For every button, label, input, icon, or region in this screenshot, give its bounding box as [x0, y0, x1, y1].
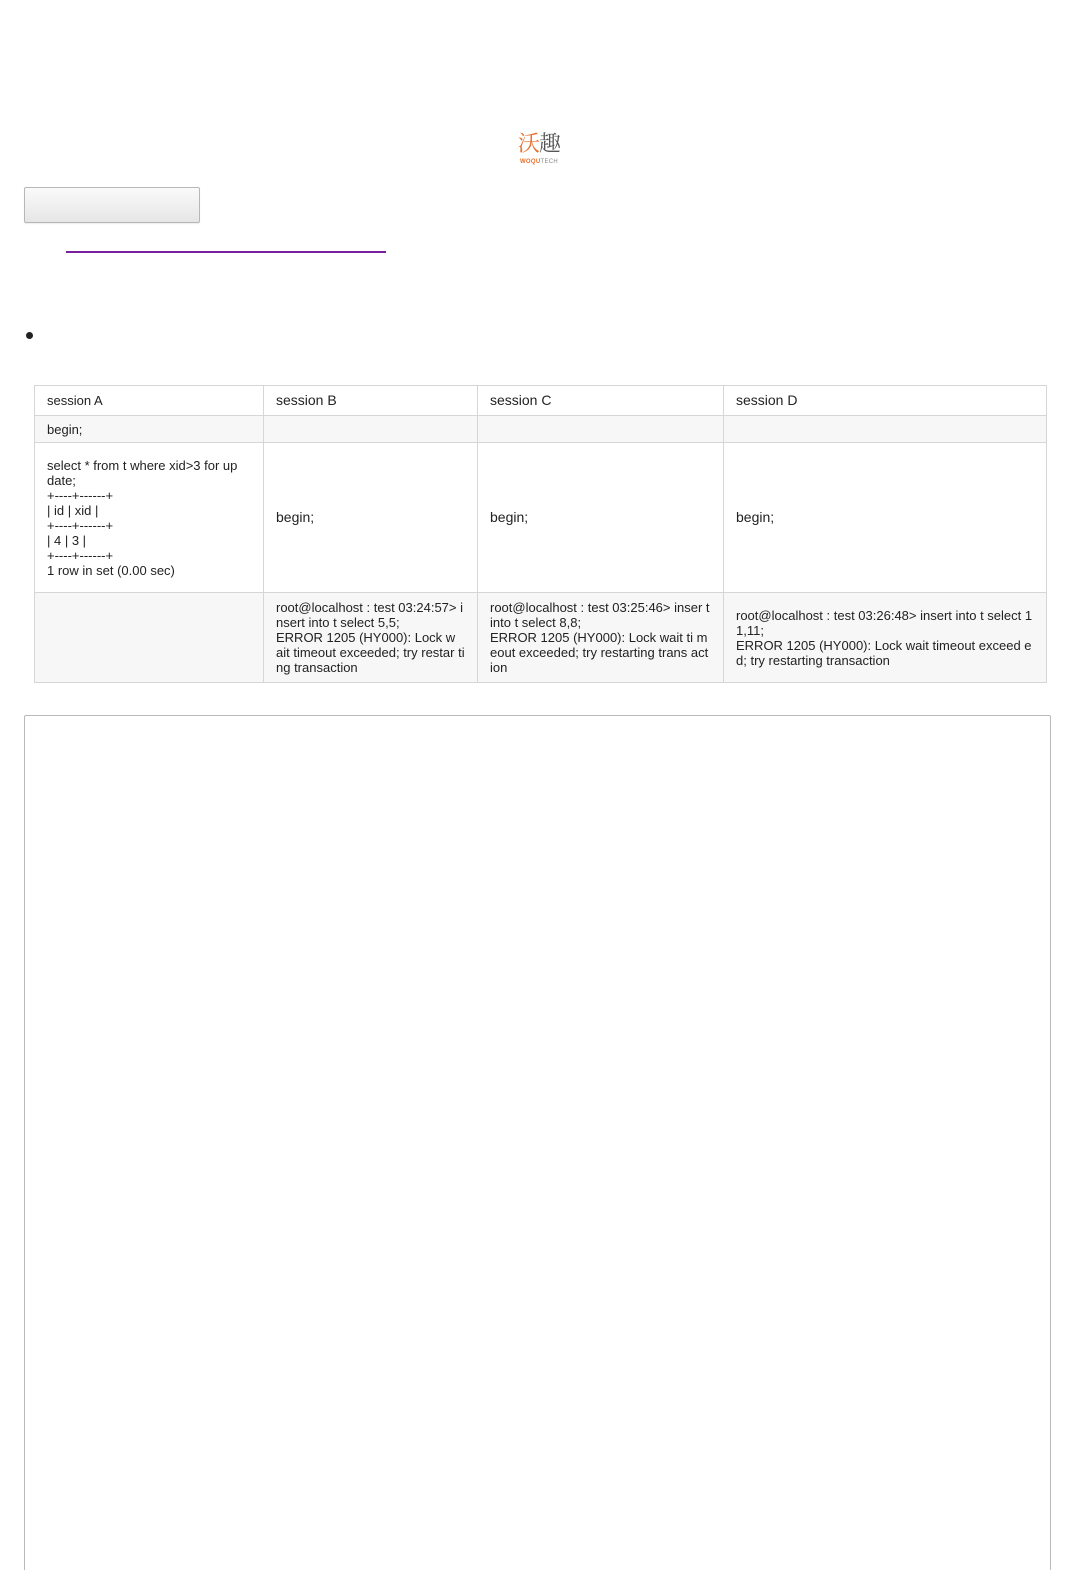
session-table — [34, 385, 1047, 683]
select-line: 1 row in set (0.00 sec) — [47, 562, 175, 578]
select-line: +----+------+ — [47, 517, 114, 533]
cell-b-empty — [264, 416, 478, 443]
table-header-row — [35, 386, 1047, 416]
logo-sub-part1: WOQU — [519, 159, 541, 165]
cell-c-empty — [478, 416, 724, 443]
content-frame — [24, 715, 1051, 1570]
table-row — [35, 443, 1047, 593]
cell-d-insert-error: root@localhost : test 03:26:48> insert into t select 11,11; ERROR 1205 (HY000): Lock wait timeout exceed ed; try restarting transaction — [724, 593, 1047, 683]
table-row — [35, 416, 1047, 443]
logo-mark-part1: 沃 — [517, 132, 539, 157]
bullet-point — [26, 332, 33, 339]
cell-d-begin: begin; — [724, 443, 1047, 593]
header-session-d: session D — [724, 386, 1047, 416]
table-row — [35, 593, 1047, 683]
select-line: | id | xid | — [47, 502, 99, 518]
cell-d-empty — [724, 416, 1047, 443]
header-session-c: session C — [478, 386, 724, 416]
logo-mark-part2: 趣 — [539, 132, 561, 157]
woqu-logo — [512, 132, 566, 168]
select-line: +----+------+ — [47, 487, 114, 503]
logo-subtitle — [512, 158, 566, 166]
header-session-b: session B — [264, 386, 478, 416]
select-line: select * from t where xid>3 for up — [47, 457, 238, 473]
select-line: | 4 | 3 | — [47, 532, 87, 548]
logo-sub-part2: TECH — [540, 159, 559, 165]
blank-button[interactable] — [24, 187, 200, 223]
header-session-a: session A — [35, 386, 264, 416]
cell-b-begin: begin; — [264, 443, 478, 593]
cell-c-insert-error: root@localhost : test 03:25:46> inser t into t select 8,8; ERROR 1205 (HY000): Lock wait ti meout exceeded; try restarting trans action — [478, 593, 724, 683]
select-line: +----+------+ — [47, 547, 114, 563]
link-underline[interactable] — [66, 251, 386, 253]
cell-a-empty — [35, 593, 264, 683]
cell-b-insert-error: root@localhost : test 03:24:57> insert into t select 5,5; ERROR 1205 (HY000): Lock w ait timeout exceeded; try restar ting transaction — [264, 593, 478, 683]
select-line: date; — [47, 472, 76, 488]
cell-c-begin: begin; — [478, 443, 724, 593]
cell-a-begin: begin; — [35, 416, 264, 443]
logo-mark — [512, 132, 566, 158]
cell-a-select — [35, 443, 264, 593]
